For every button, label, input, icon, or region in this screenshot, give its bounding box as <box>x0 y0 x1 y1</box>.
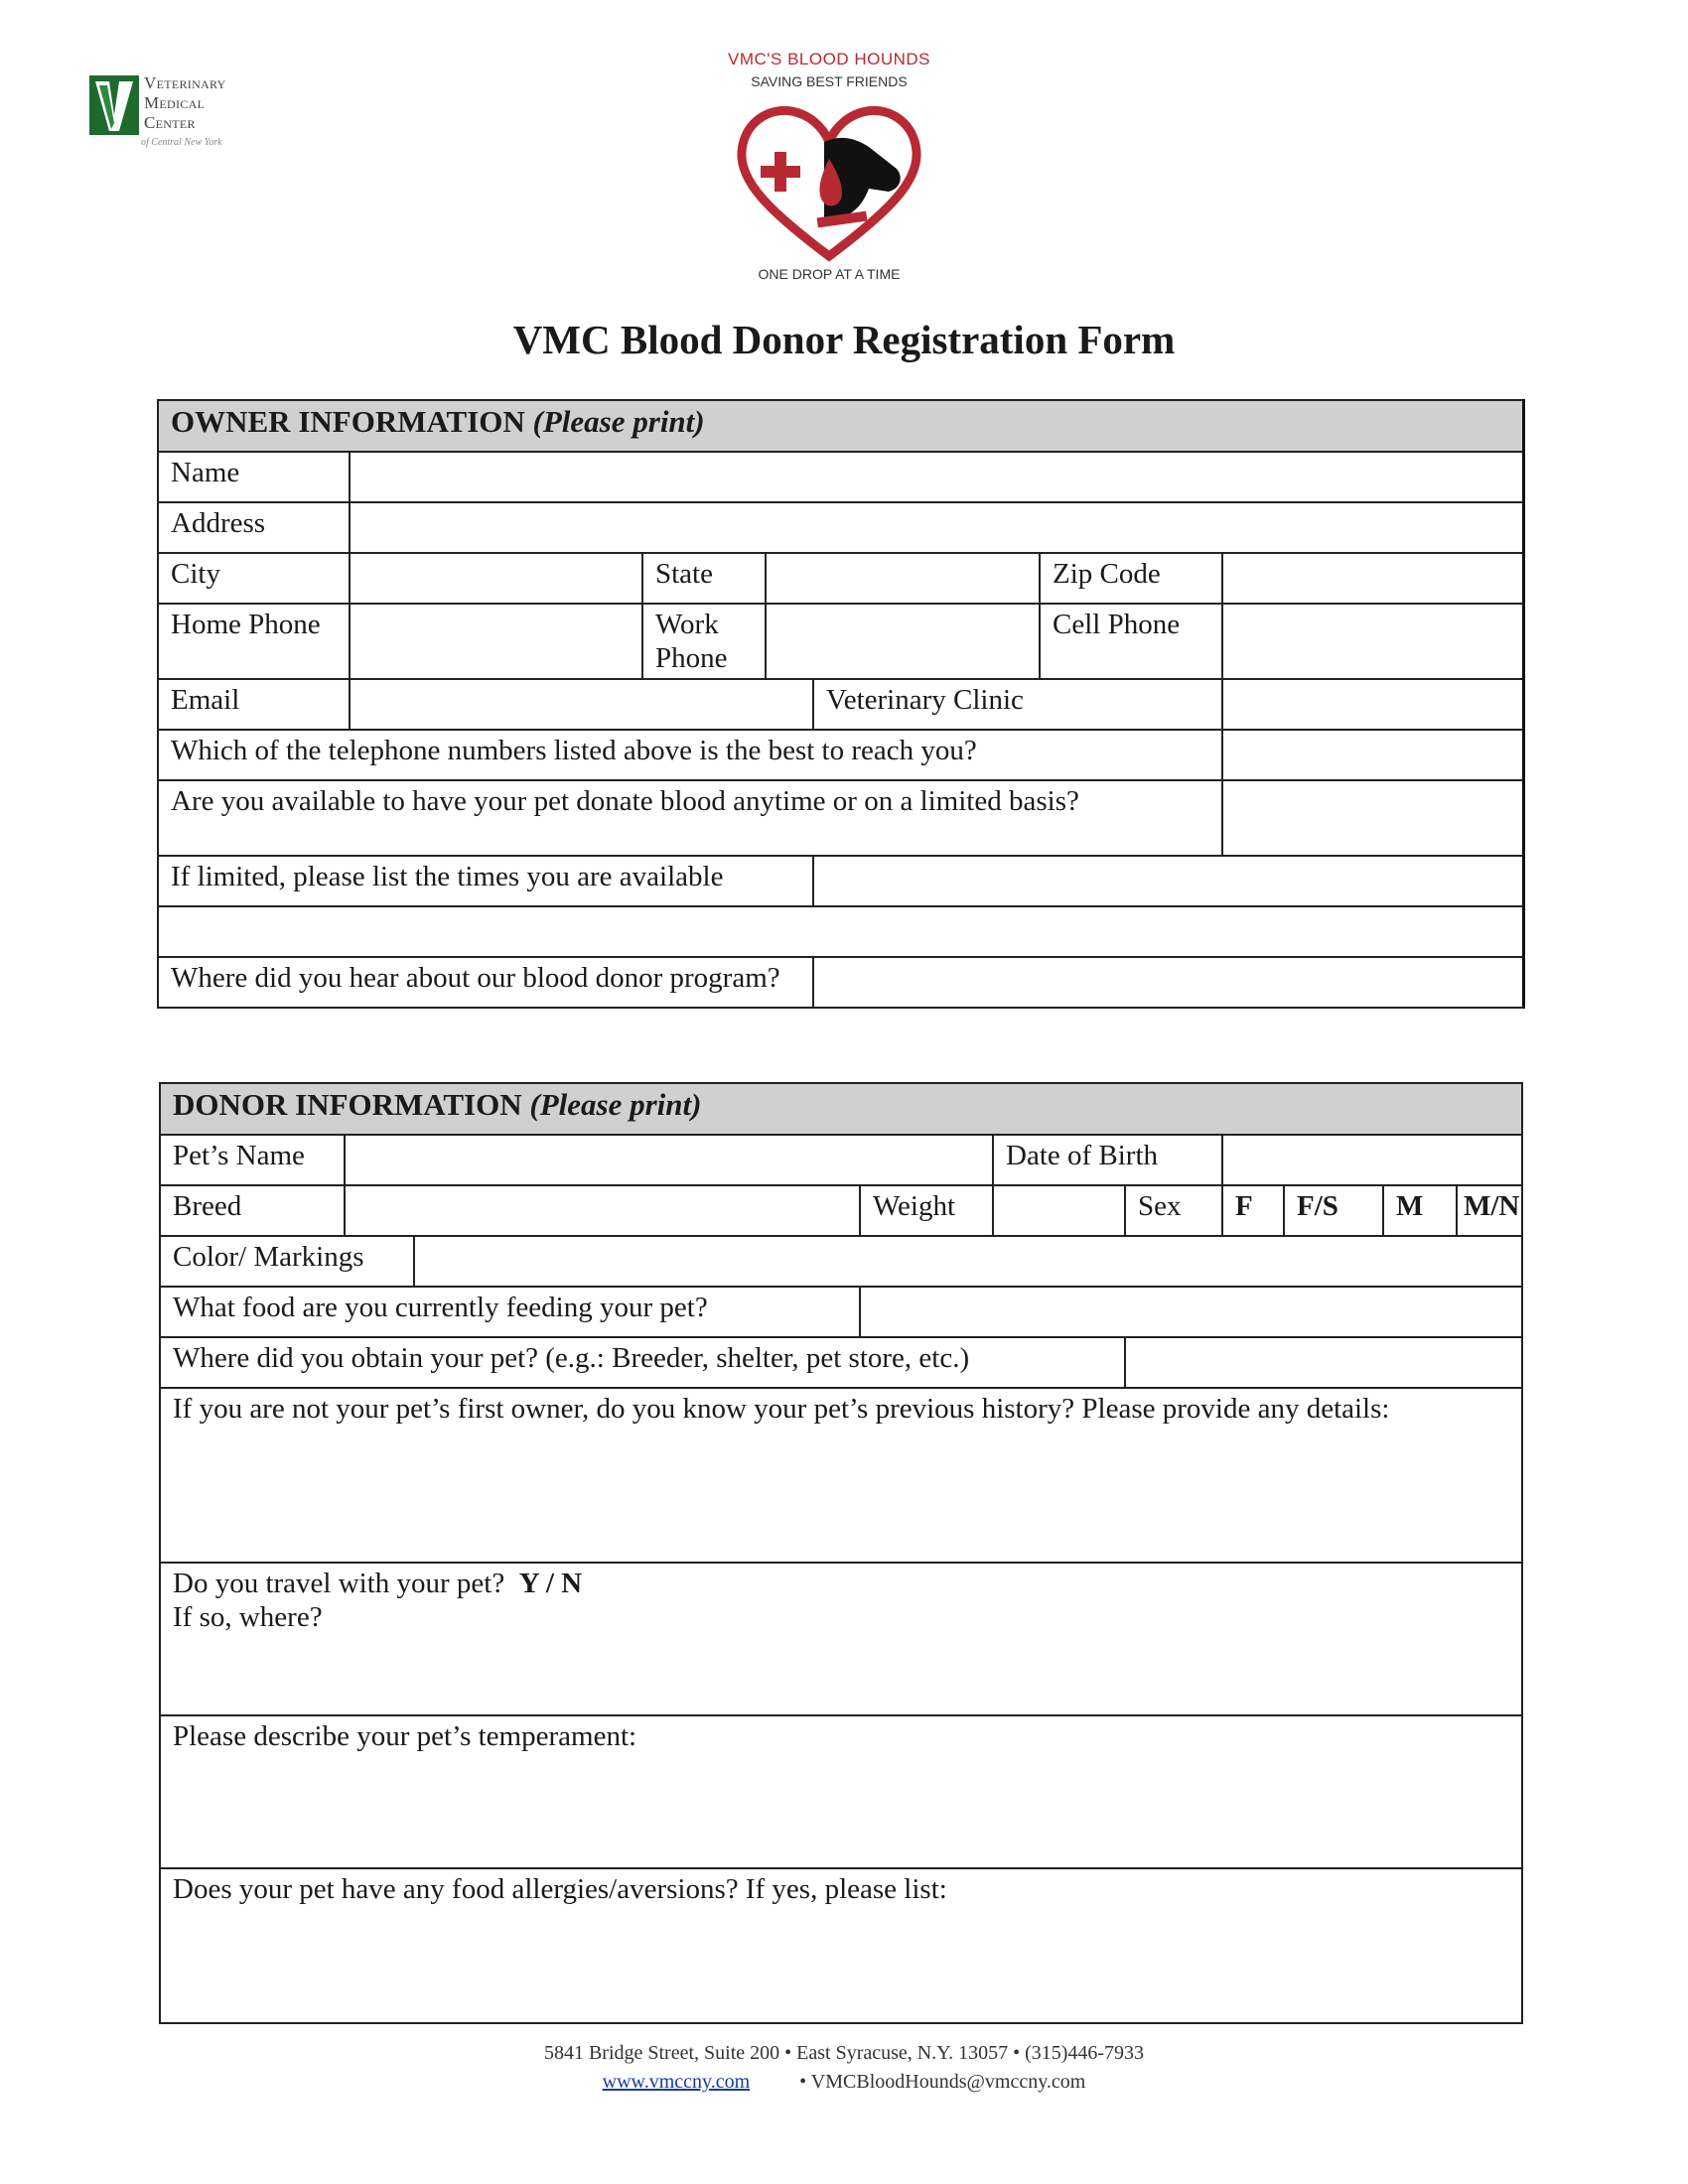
vmc-line-2: Medical <box>144 93 206 112</box>
vet-clinic-label: Veterinary Clinic <box>813 679 1222 730</box>
owner-info-table <box>157 399 1525 1009</box>
footer <box>0 2039 1688 2097</box>
vmc-v-mark-icon <box>89 75 139 135</box>
email-field[interactable] <box>350 679 813 730</box>
food-field[interactable] <box>860 1287 1522 1337</box>
obtain-field[interactable] <box>1125 1337 1522 1388</box>
sex-option-fs[interactable]: F/S <box>1284 1185 1383 1236</box>
work-phone-label: Work Phone <box>642 604 766 679</box>
breed-label: Breed <box>160 1185 345 1236</box>
state-label: State <box>642 553 766 604</box>
breed-field[interactable] <box>345 1185 860 1236</box>
vmc-logo <box>89 71 268 161</box>
hounds-title: VMC'S BLOOD HOUNDS <box>728 50 930 68</box>
dob-label: Date of Birth <box>993 1135 1222 1185</box>
city-field[interactable] <box>350 553 642 604</box>
best-phone-label: Which of the telephone numbers listed above is the best to reach you? <box>158 730 1222 780</box>
best-phone-field[interactable] <box>1222 730 1523 780</box>
weight-label: Weight <box>860 1185 993 1236</box>
owner-header-note: (Please print) <box>532 404 705 439</box>
temperament-field[interactable] <box>160 1715 1522 1868</box>
home-phone-label: Home Phone <box>158 604 350 679</box>
address-field[interactable] <box>350 502 1523 553</box>
color-label: Color/ Markings <box>160 1236 414 1287</box>
name-field[interactable] <box>350 452 1523 502</box>
state-field[interactable] <box>766 553 1040 604</box>
temperament-label: Please describe your pet’s temperament: <box>173 1720 637 1752</box>
obtain-label: Where did you obtain your pet? (e.g.: Breeder, shelter, pet store, etc.) <box>160 1337 1125 1388</box>
weight-field[interactable] <box>993 1185 1125 1236</box>
dob-field[interactable] <box>1222 1135 1522 1185</box>
pet-name-label: Pet’s Name <box>160 1135 345 1185</box>
limited-times-extra-field[interactable] <box>158 906 1523 957</box>
availability-field[interactable] <box>1222 780 1523 856</box>
owner-section-header <box>158 400 1523 452</box>
vmc-tagline: of Central New York <box>141 137 222 148</box>
availability-label: Are you available to have your pet donate blood anytime or on a limited basis? <box>158 780 1222 856</box>
pet-name-field[interactable] <box>345 1135 993 1185</box>
vet-clinic-field[interactable] <box>1222 679 1523 730</box>
travel-where-label: If so, where? <box>173 1601 323 1633</box>
owner-header-label: OWNER INFORMATION <box>171 404 525 439</box>
cell-phone-field[interactable] <box>1222 604 1523 679</box>
travel-field[interactable] <box>160 1563 1522 1715</box>
hear-about-field[interactable] <box>813 957 1523 1008</box>
sex-option-f[interactable]: F <box>1222 1185 1284 1236</box>
limited-times-field[interactable] <box>813 856 1523 906</box>
footer-contact <box>0 2068 1688 2097</box>
donor-section-header <box>160 1083 1522 1135</box>
food-label: What food are you currently feeding your pet? <box>160 1287 860 1337</box>
address-label: Address <box>158 502 350 553</box>
footer-address: 5841 Bridge Street, Suite 200 • East Syracuse, N.Y. 13057 • (315)446-7933 <box>543 2042 1145 2064</box>
email-label: Email <box>158 679 350 730</box>
name-label: Name <box>158 452 350 502</box>
history-label: If you are not your pet’s first owner, do you know your pet’s previous history? Please provide any details: <box>173 1393 1390 1425</box>
page-title: VMC Blood Donor Registration Form <box>512 317 1176 362</box>
allergies-field[interactable] <box>160 1868 1522 2023</box>
donor-header-note: (Please print) <box>529 1087 702 1122</box>
travel-question: Do you travel with your pet? <box>173 1568 505 1599</box>
zip-field[interactable] <box>1222 553 1523 604</box>
hounds-motto: ONE DROP AT A TIME <box>758 266 901 282</box>
hounds-subtitle: SAVING BEST FRIENDS <box>751 73 908 89</box>
footer-email: • VMCBloodHounds@vmccny.com <box>799 2071 1086 2093</box>
sex-option-m[interactable]: M <box>1383 1185 1457 1236</box>
color-field[interactable] <box>414 1236 1522 1287</box>
sex-label: Sex <box>1125 1185 1222 1236</box>
blood-hounds-logo <box>725 50 933 288</box>
travel-yes-no[interactable]: Y / N <box>518 1568 583 1599</box>
sex-option-mn[interactable]: M/N <box>1457 1185 1522 1236</box>
history-field[interactable] <box>160 1388 1522 1563</box>
hear-about-label: Where did you hear about our blood donor program? <box>158 957 813 1008</box>
allergies-label: Does your pet have any food allergies/aversions? If yes, please list: <box>173 1873 947 1905</box>
limited-times-label: If limited, please list the times you are available <box>158 856 813 906</box>
city-label: City <box>158 553 350 604</box>
vmc-line-3: Center <box>144 113 196 132</box>
zip-label: Zip Code <box>1040 553 1222 604</box>
cell-phone-label: Cell Phone <box>1040 604 1222 679</box>
heart-dog-icon <box>730 97 928 266</box>
vmc-line-1: Veterinary <box>144 73 226 92</box>
vmc-name <box>144 73 226 133</box>
home-phone-field[interactable] <box>350 604 642 679</box>
website-link[interactable]: www.vmccny.com <box>602 2071 751 2093</box>
donor-info-table <box>159 1082 1523 2024</box>
donor-header-label: DONOR INFORMATION <box>173 1087 522 1122</box>
work-phone-field[interactable] <box>766 604 1040 679</box>
